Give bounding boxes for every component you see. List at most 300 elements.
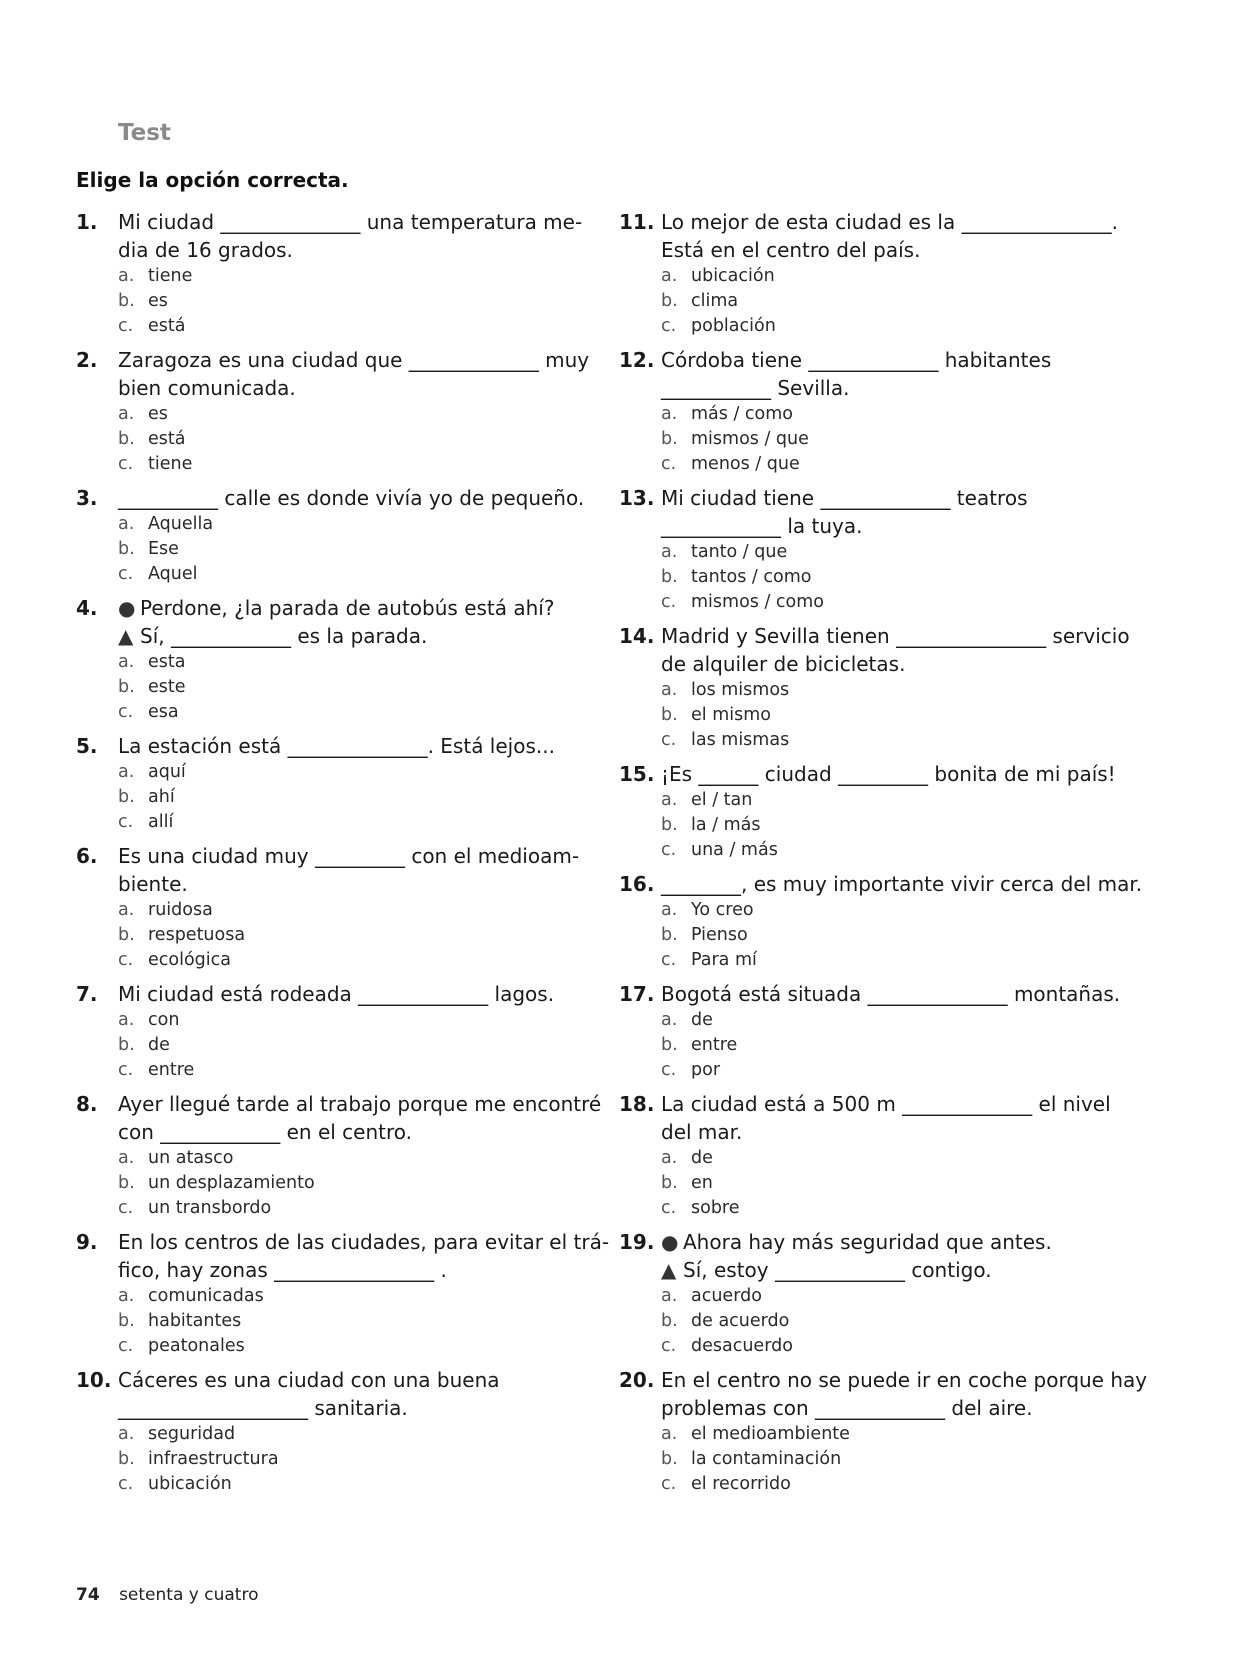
option-a[interactable]: [661, 678, 1139, 703]
option-letter: b.: [661, 705, 678, 725]
option-text: acuerdo: [691, 1286, 762, 1306]
stem-line: [661, 1228, 1139, 1256]
option-letter: c.: [661, 592, 677, 612]
question-stem: [118, 1366, 576, 1422]
option-letter: c.: [118, 702, 134, 722]
option-c[interactable]: [661, 1334, 1139, 1359]
question-stem: [118, 1090, 602, 1146]
option-b[interactable]: [661, 1033, 1139, 1058]
option-letter: c.: [661, 454, 677, 474]
option-letter: c.: [118, 950, 134, 970]
options-list: [118, 1008, 576, 1083]
option-b[interactable]: [118, 1033, 576, 1058]
option-text: está: [148, 429, 186, 449]
option-letter: a.: [661, 1424, 678, 1444]
option-letter: b.: [661, 567, 678, 587]
stem-line: [661, 374, 1139, 402]
stem-line: [118, 1256, 576, 1284]
stem-text: Perdone, ¿la parada de autobús está ahí?: [140, 596, 555, 620]
stem-line: [661, 980, 1139, 1008]
question-number: 19.: [619, 1230, 655, 1254]
stem-line: [661, 870, 1143, 898]
options-list: [118, 1284, 576, 1359]
option-a[interactable]: [661, 1146, 1139, 1171]
option-b[interactable]: [661, 813, 1139, 838]
question-stem: [118, 980, 576, 1008]
question-2: [76, 346, 590, 477]
option-letter: c.: [118, 1474, 134, 1494]
option-a[interactable]: [118, 1284, 576, 1309]
question-stem: [118, 594, 576, 650]
options-list: [118, 402, 576, 477]
option-text: tantos / como: [691, 567, 812, 587]
option-letter: a.: [118, 652, 135, 672]
option-text: los mismos: [691, 680, 790, 700]
question-number: 6.: [76, 844, 98, 868]
options-list: [118, 264, 576, 339]
stem-text: Mi ciudad ______________ una temperatura me-: [118, 210, 583, 234]
stem-line: [661, 484, 1139, 512]
option-text: el recorrido: [691, 1474, 791, 1494]
option-letter: c.: [661, 950, 677, 970]
option-c[interactable]: [661, 590, 1139, 615]
options-list: [661, 264, 1139, 339]
stem-text: Zaragoza es una ciudad que _____________ muy: [118, 348, 590, 372]
stem-text: Está en el centro del país.: [661, 238, 921, 262]
option-letter: a.: [661, 1286, 678, 1306]
question-stem: [118, 208, 583, 264]
option-letter: a.: [661, 790, 678, 810]
option-text: sobre: [691, 1198, 740, 1218]
options-list: [661, 1422, 1139, 1497]
question-11: [619, 208, 1139, 339]
option-b[interactable]: [118, 923, 576, 948]
option-b[interactable]: [661, 1309, 1139, 1334]
option-letter: b.: [118, 925, 135, 945]
option-b[interactable]: [118, 1171, 576, 1196]
option-letter: c.: [661, 1336, 677, 1356]
option-text: de: [148, 1035, 170, 1055]
options-list: [661, 1008, 1139, 1083]
option-text: una / más: [691, 840, 778, 860]
option-b[interactable]: [118, 289, 576, 314]
stem-text: Sí, estoy _____________ contigo.: [683, 1258, 992, 1282]
stem-text: bien comunicada.: [118, 376, 296, 400]
stem-text: Cáceres es una ciudad con una buena: [118, 1368, 500, 1392]
question-10: [76, 1366, 576, 1497]
stem-line: [661, 1090, 1139, 1118]
option-text: de: [691, 1148, 713, 1168]
option-letter: c.: [118, 1198, 134, 1218]
option-c[interactable]: [118, 1334, 576, 1359]
question-number: 1.: [76, 210, 98, 234]
stem-text: ____________ la tuya.: [661, 514, 863, 538]
option-text: allí: [148, 812, 174, 832]
question-12: [619, 346, 1139, 477]
option-a[interactable]: [661, 788, 1139, 813]
option-a[interactable]: [118, 760, 576, 785]
stem-line: [118, 732, 576, 760]
stem-line: [118, 374, 576, 402]
stem-text: ___________ Sevilla.: [661, 376, 850, 400]
question-number: 15.: [619, 762, 655, 786]
option-text: entre: [691, 1035, 738, 1055]
stem-line: [118, 980, 576, 1008]
question-stem: [661, 760, 1139, 788]
question-3: [76, 484, 585, 587]
option-a[interactable]: [118, 1008, 576, 1033]
option-text: es: [148, 291, 168, 311]
question-number: 2.: [76, 348, 98, 372]
question-number: 7.: [76, 982, 98, 1006]
stem-line: [118, 594, 576, 622]
option-text: entre: [148, 1060, 195, 1080]
stem-line: [118, 842, 580, 870]
question-stem: [661, 870, 1143, 898]
option-c[interactable]: [118, 314, 576, 339]
option-b[interactable]: [661, 289, 1139, 314]
option-a[interactable]: [661, 1008, 1139, 1033]
stem-text: Ahora hay más seguridad que antes.: [683, 1230, 1052, 1254]
stem-line: [118, 1366, 576, 1394]
stem-line: [661, 760, 1139, 788]
option-text: por: [691, 1060, 721, 1080]
option-text: mismos / que: [691, 429, 809, 449]
stem-line: [118, 1090, 602, 1118]
question-stem: [661, 1366, 1148, 1422]
option-text: Aquella: [148, 514, 214, 534]
option-text: las mismas: [691, 730, 790, 750]
stem-line: [661, 622, 1139, 650]
option-letter: a.: [118, 404, 135, 424]
option-b[interactable]: [661, 923, 1139, 948]
question-stem: [661, 484, 1139, 540]
option-letter: a.: [118, 266, 135, 286]
option-letter: a.: [661, 1010, 678, 1030]
option-a[interactable]: [118, 512, 576, 537]
stem-text: con ____________ en el centro.: [118, 1120, 413, 1144]
option-letter: c.: [118, 1336, 134, 1356]
option-letter: b.: [118, 787, 135, 807]
option-letter: b.: [661, 1035, 678, 1055]
option-a[interactable]: [661, 264, 1139, 289]
option-letter: c.: [661, 730, 677, 750]
stem-line: [118, 346, 590, 374]
option-c[interactable]: [118, 1472, 576, 1497]
question-18: [619, 1090, 1139, 1221]
question-number: 17.: [619, 982, 655, 1006]
option-a[interactable]: [118, 1146, 576, 1171]
options-list: [661, 898, 1139, 973]
options-list: [118, 1422, 576, 1497]
questions-column-left: [76, 208, 610, 1504]
page-title: Test: [118, 120, 171, 146]
option-a[interactable]: [661, 898, 1139, 923]
question-16: [619, 870, 1143, 973]
stem-text: Bogotá está situada ______________ montañas.: [661, 982, 1121, 1006]
option-letter: b.: [661, 1311, 678, 1331]
question-number: 8.: [76, 1092, 98, 1116]
stem-text: La ciudad está a 500 m _____________ el nivel: [661, 1092, 1111, 1116]
option-text: de acuerdo: [691, 1311, 790, 1331]
option-c[interactable]: [118, 1058, 576, 1083]
stem-line: [661, 208, 1139, 236]
stem-text: __________ calle es donde vivía yo de pequeño.: [118, 486, 585, 510]
page-footer: [76, 1585, 258, 1605]
option-a[interactable]: [661, 402, 1139, 427]
question-stem: [661, 622, 1139, 678]
stem-line: [118, 1118, 576, 1146]
option-a[interactable]: [661, 540, 1139, 565]
stem-text: Es una ciudad muy _________ con el medioam-: [118, 844, 580, 868]
option-c[interactable]: [118, 452, 576, 477]
stem-text: ¡Es ______ ciudad _________ bonita de mi país!: [661, 762, 1116, 786]
option-text: es: [148, 404, 168, 424]
option-text: de: [691, 1010, 713, 1030]
option-letter: c.: [118, 1060, 134, 1080]
page-number: 74: [76, 1585, 100, 1605]
stem-line: [661, 1394, 1139, 1422]
stem-text: En el centro no se puede ir en coche porque hay: [661, 1368, 1148, 1392]
option-text: habitantes: [148, 1311, 242, 1331]
page-number-text: setenta y cuatro: [119, 1585, 259, 1605]
stem-line: [661, 236, 1139, 264]
option-letter: c.: [661, 1060, 677, 1080]
options-list: [118, 512, 576, 587]
option-letter: b.: [661, 429, 678, 449]
question-14: [619, 622, 1139, 753]
stem-text: de alquiler de bicicletas.: [661, 652, 906, 676]
option-text: un transbordo: [148, 1198, 272, 1218]
options-list: [661, 1146, 1139, 1221]
option-letter: a.: [118, 1424, 135, 1444]
option-c[interactable]: [661, 838, 1139, 863]
option-a[interactable]: [661, 1422, 1139, 1447]
option-a[interactable]: [118, 402, 576, 427]
question-5: [76, 732, 576, 835]
option-c[interactable]: [661, 1058, 1139, 1083]
option-text: esa: [148, 702, 179, 722]
option-text: ahí: [148, 787, 175, 807]
option-letter: a.: [661, 900, 678, 920]
option-text: menos / que: [691, 454, 800, 474]
option-letter: a.: [661, 1148, 678, 1168]
options-list: [118, 1146, 576, 1221]
option-b[interactable]: [118, 1309, 576, 1334]
question-13: [619, 484, 1139, 615]
question-stem: [118, 484, 585, 512]
options-list: [661, 402, 1139, 477]
question-number: 10.: [76, 1368, 112, 1392]
option-b[interactable]: [661, 703, 1139, 728]
question-number: 4.: [76, 596, 98, 620]
stem-text: Ayer llegué tarde al trabajo porque me encontré: [118, 1092, 602, 1116]
stem-line: [118, 1394, 576, 1422]
option-letter: b.: [118, 539, 135, 559]
options-list: [118, 650, 576, 725]
stem-text: En los centros de las ciudades, para evitar el trá-: [118, 1230, 610, 1254]
stem-text: Sí, ____________ es la parada.: [140, 624, 428, 648]
option-text: esta: [148, 652, 186, 672]
option-text: Yo creo: [691, 900, 754, 920]
question-number: 20.: [619, 1368, 655, 1392]
option-letter: a.: [118, 1148, 135, 1168]
option-b[interactable]: [118, 427, 576, 452]
option-b[interactable]: [118, 1447, 576, 1472]
option-text: en: [691, 1173, 713, 1193]
option-letter: b.: [661, 1449, 678, 1469]
stem-text: dia de 16 grados.: [118, 238, 293, 262]
options-list: [118, 760, 576, 835]
speaker-triangle-icon: ▲: [661, 1258, 677, 1282]
stem-text: La estación está ______________. Está lejos...: [118, 734, 555, 758]
option-letter: c.: [118, 564, 134, 584]
option-letter: c.: [661, 840, 677, 860]
question-stem: [118, 732, 576, 760]
option-letter: b.: [118, 1173, 135, 1193]
option-b[interactable]: [118, 537, 576, 562]
option-text: Aquel: [148, 564, 198, 584]
option-b[interactable]: [661, 427, 1139, 452]
stem-text: Córdoba tiene _____________ habitantes: [661, 348, 1052, 372]
stem-text: ________, es muy importante vivir cerca del mar.: [661, 872, 1143, 896]
option-text: un atasco: [148, 1148, 234, 1168]
option-b[interactable]: [118, 675, 576, 700]
option-c[interactable]: [118, 810, 576, 835]
speaker-circle-icon: ●: [661, 1230, 679, 1254]
option-text: infraestructura: [148, 1449, 279, 1469]
stem-line: [661, 1118, 1139, 1146]
question-1: [76, 208, 583, 339]
options-list: [661, 1284, 1139, 1359]
option-text: el mismo: [691, 705, 771, 725]
option-text: respetuosa: [148, 925, 246, 945]
question-20: [619, 1366, 1148, 1497]
option-letter: a.: [118, 514, 135, 534]
option-text: población: [691, 316, 776, 336]
question-stem: [661, 208, 1139, 264]
option-letter: b.: [118, 1035, 135, 1055]
speaker-triangle-icon: ▲: [118, 624, 134, 648]
stem-line: [661, 512, 1139, 540]
option-letter: a.: [661, 542, 678, 562]
option-text: mismos / como: [691, 592, 825, 612]
option-letter: b.: [118, 1311, 135, 1331]
option-a[interactable]: [118, 1422, 576, 1447]
question-8: [76, 1090, 602, 1221]
option-text: un desplazamiento: [148, 1173, 315, 1193]
option-letter: c.: [661, 316, 677, 336]
option-text: más / como: [691, 404, 793, 424]
questions-column-right: [619, 208, 1148, 1504]
options-list: [661, 788, 1139, 863]
stem-text: Madrid y Sevilla tienen _______________ servicio: [661, 624, 1130, 648]
question-9: [76, 1228, 610, 1359]
option-text: peatonales: [148, 1336, 245, 1356]
option-letter: b.: [118, 677, 135, 697]
option-text: Para mí: [691, 950, 757, 970]
question-number: 18.: [619, 1092, 655, 1116]
stem-line: [661, 650, 1139, 678]
question-stem: [661, 980, 1139, 1008]
option-letter: c.: [118, 812, 134, 832]
stem-line: [118, 1228, 610, 1256]
question-17: [619, 980, 1139, 1083]
question-7: [76, 980, 576, 1083]
question-number: 14.: [619, 624, 655, 648]
option-text: Pienso: [691, 925, 748, 945]
option-letter: a.: [118, 900, 135, 920]
option-c[interactable]: [661, 1472, 1139, 1497]
question-6: [76, 842, 580, 973]
stem-line: [118, 870, 576, 898]
option-c[interactable]: [661, 314, 1139, 339]
option-c[interactable]: [661, 1196, 1139, 1221]
option-letter: c.: [118, 316, 134, 336]
stem-line: [661, 1256, 1139, 1284]
option-letter: b.: [661, 925, 678, 945]
question-number: 12.: [619, 348, 655, 372]
question-stem: [661, 1090, 1139, 1146]
question-stem: [661, 1228, 1139, 1284]
option-c[interactable]: [118, 1196, 576, 1221]
option-b[interactable]: [661, 565, 1139, 590]
option-text: comunicadas: [148, 1286, 264, 1306]
question-number: 3.: [76, 486, 98, 510]
option-c[interactable]: [118, 948, 576, 973]
option-text: desacuerdo: [691, 1336, 793, 1356]
speaker-circle-icon: ●: [118, 596, 136, 620]
option-text: ubicación: [691, 266, 775, 286]
question-number: 13.: [619, 486, 655, 510]
option-text: seguridad: [148, 1424, 236, 1444]
option-a[interactable]: [118, 264, 576, 289]
option-a[interactable]: [118, 898, 576, 923]
option-b[interactable]: [661, 1171, 1139, 1196]
stem-line: [118, 484, 585, 512]
option-text: el / tan: [691, 790, 753, 810]
option-text: Ese: [148, 539, 179, 559]
option-text: está: [148, 316, 186, 336]
option-letter: c.: [118, 454, 134, 474]
option-a[interactable]: [661, 1284, 1139, 1309]
option-c[interactable]: [661, 728, 1139, 753]
option-b[interactable]: [118, 785, 576, 810]
option-c[interactable]: [661, 452, 1139, 477]
question-15: [619, 760, 1139, 863]
stem-line: [661, 346, 1139, 374]
stem-line: [118, 622, 576, 650]
option-text: tanto / que: [691, 542, 788, 562]
option-c[interactable]: [661, 948, 1139, 973]
option-letter: a.: [661, 680, 678, 700]
option-letter: b.: [118, 1449, 135, 1469]
option-c[interactable]: [118, 562, 576, 587]
option-letter: c.: [661, 1198, 677, 1218]
option-c[interactable]: [118, 700, 576, 725]
option-letter: a.: [118, 1010, 135, 1030]
option-text: ruidosa: [148, 900, 213, 920]
stem-text: biente.: [118, 872, 188, 896]
options-list: [118, 898, 576, 973]
option-letter: a.: [118, 1286, 135, 1306]
option-a[interactable]: [118, 650, 576, 675]
option-text: clima: [691, 291, 739, 311]
option-text: ubicación: [148, 1474, 232, 1494]
question-19: [619, 1228, 1139, 1359]
option-b[interactable]: [661, 1447, 1139, 1472]
stem-text: problemas con _____________ del aire.: [661, 1396, 1033, 1420]
